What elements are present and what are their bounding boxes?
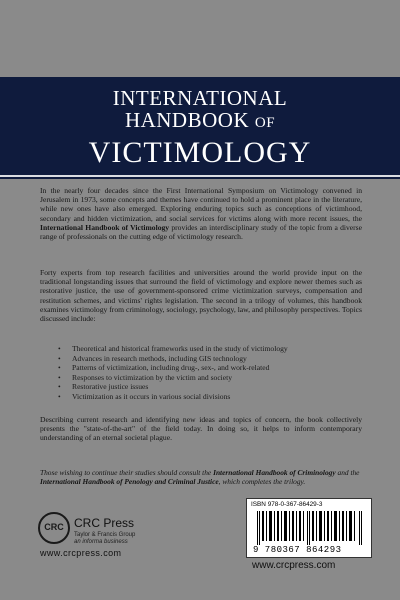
publisher-website-left: www.crcpress.com (40, 548, 122, 558)
title-line-2 (0, 109, 400, 134)
topics-list (58, 344, 358, 401)
publisher-tagline: an informa business (74, 539, 128, 545)
note-book-1: International Handbook of Criminology (213, 468, 336, 477)
barcode-icon (255, 511, 367, 545)
title-line-1: INTERNATIONAL (112, 86, 288, 110)
title-divider (0, 175, 400, 177)
isbn-label: ISBN 978-0-367-86429-3 (251, 501, 323, 508)
p1-text-start: In the nearly four decades since the First International Symposium on Victimology convened in Jerusalem in 1973, some concepts and themes have continued to hold a prominent place in the literature, while new ones have also emerged. Exploring enduring topics such as conceptions of victimhood, secondary and hidden victimization, and social services for victims along with more recent issues, the (40, 186, 362, 223)
isbn-barcode-box (246, 498, 372, 558)
note-text-mid: and the (335, 468, 360, 477)
bullet-icon: • (58, 391, 61, 401)
title-of: OF (254, 115, 276, 131)
title-line-3: VICTIMOLOGY (88, 136, 312, 169)
topic-item (58, 392, 358, 402)
topic-text: Patterns of victimization, including drug-, sex-, and work-related (72, 363, 270, 372)
topic-text: Responses to victimization by the victim and society (72, 372, 233, 382)
topic-text: Advances in research methods, including GIS technology (72, 353, 247, 363)
bullet-icon: • (58, 363, 61, 372)
topic-item (58, 354, 358, 364)
p1-text-end: provides an interdisciplinary study of the topic from a diverse range of professionals on the cutting edge of victimology research. (40, 222, 362, 242)
bullet-icon: • (58, 372, 61, 382)
topic-item (58, 373, 358, 383)
description-paragraph-2: Forty experts from top research facilities and universities around the world provide input on the traditional longstanding issues that surround the field of victimology and explore newer themes such as restorative justice, the use of government-sponsored crime victimization surveys, compensation and restitution schemes, and victims' rights legislation. The second in a trilogy of volumes, this handbook examines victimology from criminology, sociology, psychology, law, and philosophy perspectives. Topics discussed include: (40, 268, 362, 324)
p1-book-title: International Handbook of Victimology (40, 222, 170, 232)
note-text-start: Those wishing to continue their studies should consult the (40, 468, 214, 477)
trilogy-note (40, 468, 362, 486)
topic-item (58, 344, 358, 354)
topic-text: Restorative justice issues (72, 382, 149, 391)
crc-logo-icon (38, 512, 70, 544)
note-book-2: International Handbook of Penology and Criminal Justice (40, 477, 219, 486)
description-paragraph-1 (40, 186, 362, 241)
publisher-website-right[interactable]: www.crcpress.com (252, 560, 336, 571)
note-text-end: , which completes the trilogy. (218, 477, 306, 486)
topic-item (58, 363, 358, 373)
description-paragraph-3: Describing current research and identifying new ideas and topics of concern, the book collectively presents the "state-of-the-art" of the field today. In doing so, it helps to inform contemporary understanding of an eternal societal plague. (40, 415, 362, 443)
title-banner (0, 77, 400, 179)
publisher-group: Taylor & Francis Group (74, 532, 136, 538)
bullet-icon: • (58, 353, 61, 363)
barcode-number: 9 780367 864293 (253, 545, 342, 555)
bullet-icon: • (58, 382, 61, 391)
publisher-name: CRC Press (74, 516, 135, 530)
topic-item (58, 382, 358, 392)
crc-logo-text: CRC (44, 522, 64, 532)
topic-text: Victimization as it occurs in various social divisions (72, 391, 231, 401)
bullet-icon: • (58, 344, 61, 353)
topic-text: Theoretical and historical frameworks used in the study of victimology (72, 344, 288, 353)
title-handbook: HANDBOOK (124, 108, 250, 132)
